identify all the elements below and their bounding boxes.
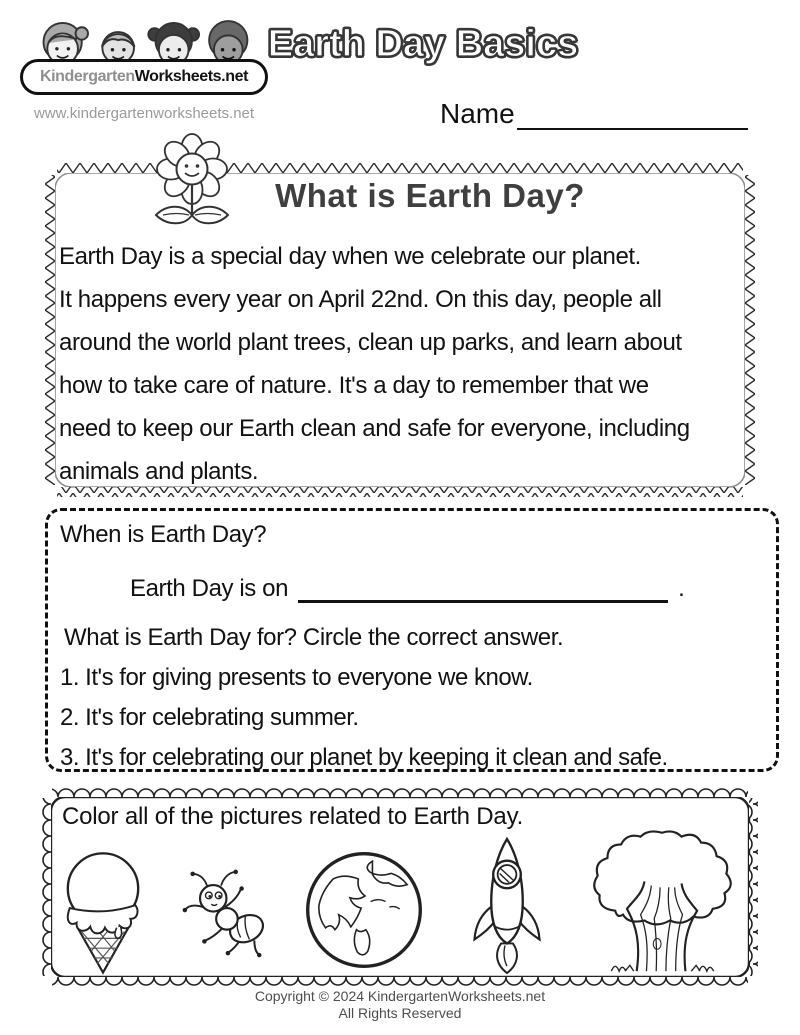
reading-line: need to keep our Earth clean and safe for everyone, including [59, 415, 690, 442]
coloring-pictures-row [60, 827, 740, 975]
earth-globe-picture[interactable] [301, 849, 427, 971]
reading-heading: What is Earth Day? [275, 177, 585, 214]
question-what-for: What is Earth Day for? Circle the correct answer. [64, 624, 564, 651]
answer-choice-1[interactable]: 1. It's for giving presents to everyone we know. [60, 664, 533, 691]
fill-in-suffix: . [678, 575, 685, 602]
ant-picture[interactable] [178, 867, 270, 959]
reading-line: Earth Day is a special day when we celebrate our planet. [59, 243, 641, 270]
coloring-activity-box [42, 788, 758, 986]
page-title: Earth Day Basics [267, 23, 579, 65]
fill-in-row [60, 573, 764, 605]
fill-in-prefix: Earth Day is on [130, 575, 289, 602]
logo-brand-suffix: Worksheets.net [134, 68, 249, 85]
answer-choices [60, 658, 764, 778]
reading-line: animals and plants. [59, 458, 259, 485]
name-label: Name [440, 98, 515, 129]
answer-choice-2[interactable]: 2. It's for celebrating summer. [60, 704, 359, 731]
logo-website-url: www.kindergartenworksheets.net [33, 105, 255, 122]
ice-cream-picture[interactable] [60, 849, 146, 975]
site-logo [20, 14, 268, 122]
reading-paragraph [59, 235, 741, 493]
question-when: When is Earth Day? [60, 521, 267, 548]
name-field-row [440, 98, 748, 130]
fill-in-blank-line[interactable] [298, 574, 668, 603]
footer-rights: All Rights Reserved [338, 1005, 462, 1021]
reading-passage-box [45, 163, 755, 497]
answer-choice-3[interactable]: 3. It's for celebrating our planet by keeping it clean and safe. [60, 744, 668, 771]
name-blank-line[interactable] [517, 98, 748, 130]
footer [0, 988, 800, 1022]
logo-brand-prefix: Kindergarten [39, 68, 135, 85]
reading-line: around the world plant trees, clean up parks, and learn about [59, 329, 682, 356]
footer-copyright: Copyright © 2024 KindergartenWorksheets.net [254, 988, 546, 1004]
coloring-prompt: Color all of the pictures related to Earth Day. [62, 803, 524, 830]
reading-line: It happens every year on April 22nd. On this day, people all [59, 286, 662, 313]
rocket-picture[interactable] [459, 835, 555, 975]
question-box [45, 508, 779, 772]
reading-line: how to take care of nature. It's a day to remember that we [59, 372, 649, 399]
tree-picture[interactable] [586, 827, 740, 975]
flower-icon [143, 133, 241, 239]
logo-wordmark [20, 59, 268, 95]
